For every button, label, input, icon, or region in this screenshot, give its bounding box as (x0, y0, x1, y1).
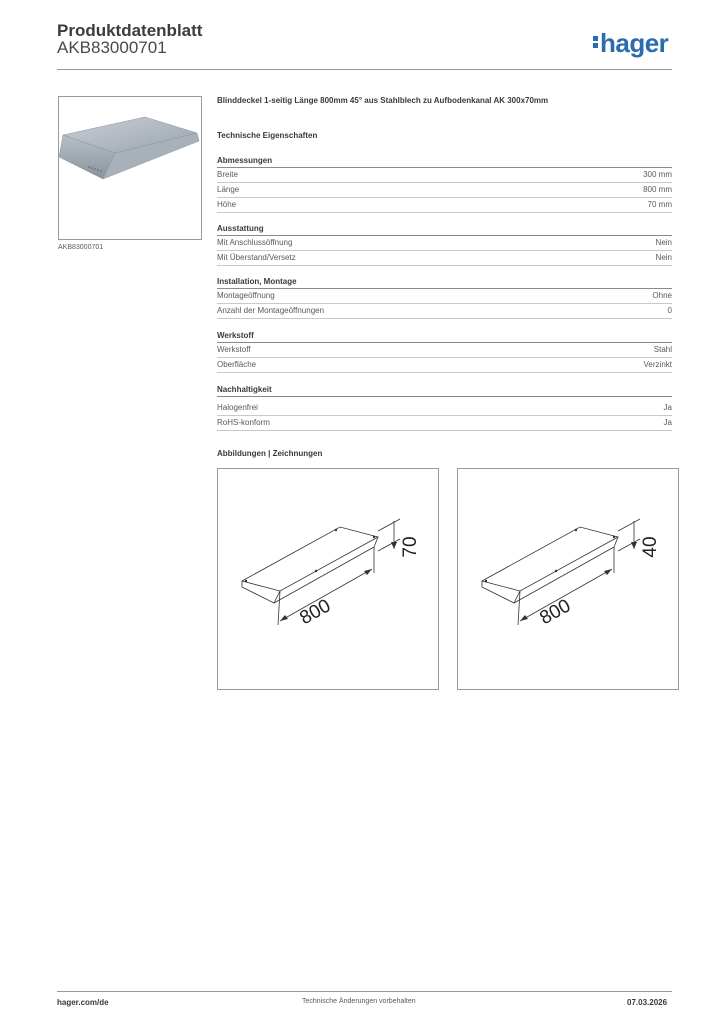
table-row (217, 251, 672, 266)
cover-drawing-icon (458, 469, 678, 689)
product-render-icon (59, 97, 201, 239)
row-value: Nein (655, 253, 672, 262)
row-value: 0 (667, 306, 672, 315)
product-image-caption: AKB83000701 (58, 244, 104, 251)
section-title: Installation, Montage (217, 276, 672, 289)
row-label: Länge (217, 185, 240, 194)
height-dimension-label: 70 (400, 536, 421, 558)
technical-drawing-2 (457, 468, 679, 690)
row-value: Ja (663, 418, 672, 427)
table-row (217, 416, 672, 431)
row-label: Breite (217, 170, 238, 179)
row-value: 800 mm (643, 185, 672, 194)
row-value: 300 mm (643, 170, 672, 179)
row-label: Halogenfrei (217, 403, 258, 412)
row-value: Stahl (653, 345, 672, 354)
section-equipment (217, 223, 672, 266)
logo-text: hager (600, 28, 669, 58)
section-dimensions (217, 155, 672, 213)
row-value: Nein (655, 238, 672, 247)
table-row (217, 168, 672, 183)
section-title: Ausstattung (217, 223, 672, 236)
cover-drawing-icon (218, 469, 438, 689)
table-row (217, 236, 672, 251)
section-title: Nachhaltigkeit (217, 384, 672, 397)
table-row (217, 198, 672, 213)
logo-dots-icon (593, 34, 598, 50)
section-title: Werkstoff (217, 330, 672, 343)
section-sustainability (217, 384, 672, 431)
article-number: AKB83000701 (57, 38, 167, 57)
table-row (217, 358, 672, 373)
footer-website-link[interactable]: hager.com/de (57, 998, 109, 1007)
section-material (217, 330, 672, 373)
drawings-title: Abbildungen | Zeichnungen (217, 449, 323, 458)
section-title: Abmessungen (217, 155, 672, 168)
technical-drawing-1 (217, 468, 439, 690)
length-dimension-label: 800 (296, 595, 335, 630)
product-description: Blinddeckel 1-seitig Länge 800mm 45° aus Stahlblech zu Aufbodenkanal AK 300x70mm (217, 96, 549, 105)
row-label: RoHS-konform (217, 418, 270, 427)
row-label: Werkstoff (217, 345, 251, 354)
table-row (217, 289, 672, 304)
row-label: Oberfläche (217, 360, 257, 369)
row-label: Mit Anschlussöffnung (217, 238, 293, 247)
row-value: 70 mm (647, 200, 672, 209)
table-row (217, 304, 672, 319)
row-value: Ja (663, 403, 672, 412)
table-row (217, 343, 672, 358)
row-label: Mit Überstand/Versetz (217, 253, 296, 262)
length-dimension-label: 800 (536, 595, 575, 630)
technical-properties-title: Technische Eigenschaften (217, 131, 318, 140)
height-dimension-label: 40 (640, 536, 661, 558)
row-label: Montageöffnung (217, 291, 275, 300)
table-row (217, 401, 672, 416)
row-label: Höhe (217, 200, 237, 209)
footer-date: 07.03.2026 (627, 998, 668, 1007)
section-installation (217, 276, 672, 319)
footer-notice: Technische Änderungen vorbehalten (302, 998, 416, 1005)
document-title: Produktdatenblatt (57, 21, 203, 40)
row-value: Ohne (652, 291, 672, 300)
product-image (58, 96, 202, 240)
row-value: Verzinkt (643, 360, 672, 369)
footer-divider (57, 991, 672, 992)
row-label: Anzahl der Montageöffnungen (217, 306, 325, 315)
header-divider (57, 69, 672, 70)
table-row (217, 183, 672, 198)
hager-logo (593, 28, 668, 59)
